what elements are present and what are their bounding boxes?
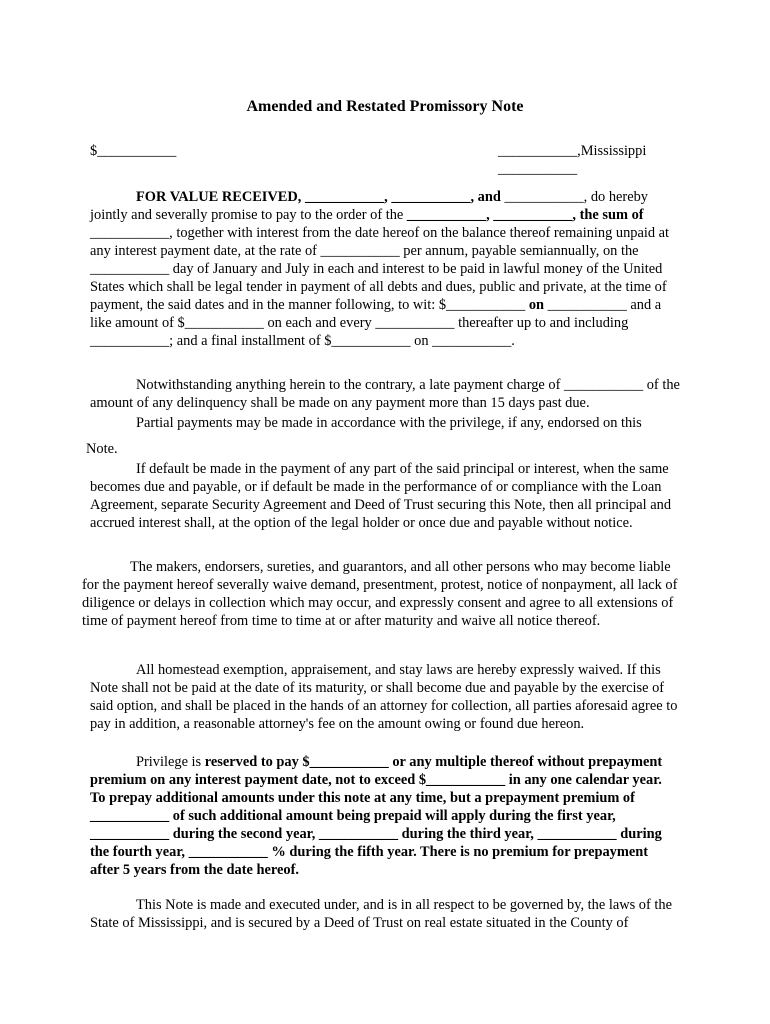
location-date-block	[498, 142, 698, 178]
partial-payments-text: Partial payments may be made in accordance with the privilege, if any, endorsed on this	[136, 415, 642, 431]
paragraph-text	[90, 188, 685, 350]
date-line: ___________	[498, 161, 578, 177]
on-keyword: on	[528, 297, 545, 313]
waiver-text: The makers, endorsers, sureties, and guarantors, and all other persons who may become liable for the payment hereof severally waive demand, presentment, protest, notice of nonpayment, all lack of diligence or delays in collection which may occur, and expressly consent and agree to all extensions of time of payment hereof from time to time at or after maturity and waive all notice thereof.	[82, 559, 678, 629]
payee-sum-clause: ___________, ___________, the sum of	[406, 207, 644, 223]
page-title: Amended and Restated Promissory Note	[246, 98, 524, 115]
paragraph-governing-law	[90, 896, 685, 932]
paragraph-partial-payments	[136, 414, 696, 432]
amount-line: $___________	[90, 143, 177, 159]
privilege-lead: Privilege is	[136, 754, 205, 770]
paragraph-privilege	[90, 753, 680, 879]
interest-terms-clause: ___________, together with interest from the date hereof on the balance thereof remaining unpaid at any interest payment date, at the rate of ___________ per annum, payable semiannually, on the ___________ day of January and July in each and interest to be paid in lawful money of the United States which shall be legal tender in payment of all debts and dues, public and private, at the time of payment, the said dates and in the manner following, to wit: $___________	[90, 225, 670, 313]
paragraph-default	[90, 460, 685, 532]
paragraph-partial-payments-end	[86, 440, 118, 458]
homestead-text: All homestead exemption, appraisement, and stay laws are hereby expressly waived. If this Note shall not be paid at the date of its maturity, or shall become due and payable by the exercise of said option, and shall be placed in the hands of an attorney for collection, all parties aforesaid agree to pay in addition, a reasonable attorney's fee on the amount owing or found due hereon.	[90, 662, 678, 732]
note-word: Note.	[86, 441, 118, 457]
governing-law-text: This Note is made and executed under, and is in all respect to be governed by, the laws of the State of Mississippi, and is secured by a Deed of Trust on real estate situated in the County of	[90, 897, 672, 931]
default-text: If default be made in the payment of any part of the said principal or interest, when the same becomes due and payable, or if default be made in the performance of or compliance with the Loan Agreement, separate Security Agreement and Deed of Trust securing this Note, then all principal and accrued interest shall, at the option of the legal holder or once due and payable without notice.	[90, 461, 672, 531]
paragraph-value-received	[90, 188, 685, 350]
late-charge-text: Notwithstanding anything herein to the contrary, a late payment charge of ___________ of the amount of any delinquency shall be made on any payment more than 15 days past due.	[90, 377, 680, 411]
location-line: ___________,Mississippi	[498, 143, 647, 159]
promise-clause: ___________, do hereby jointly and severally promise to pay to the order of the	[90, 189, 648, 223]
installment-clause: ___________ and a like amount of $___________ on each and every ___________ thereafter up to and including ___________; and a final installment of $___________ on ___________.	[90, 297, 662, 349]
prepayment-terms: reserved to pay $___________ or any multiple thereof without prepayment premium on any interest payment date, not to exceed $___________ in any one calendar year. To prepay additional amounts under this note at any time, but a prepayment premium of ___________ of such additional amount being prepaid will apply during the first year, ___________ during the second year, ___________ during the third year, ___________ during the fourth year, ___________ % during the fifth year. There is no premium for prepayment after 5 years from the date hereof.	[90, 754, 663, 878]
paragraph-waiver	[82, 558, 687, 630]
value-received-clause: FOR VALUE RECEIVED, ___________, ___________, and	[136, 189, 501, 205]
paragraph-homestead	[90, 661, 685, 733]
paragraph-late-charge	[90, 376, 685, 412]
